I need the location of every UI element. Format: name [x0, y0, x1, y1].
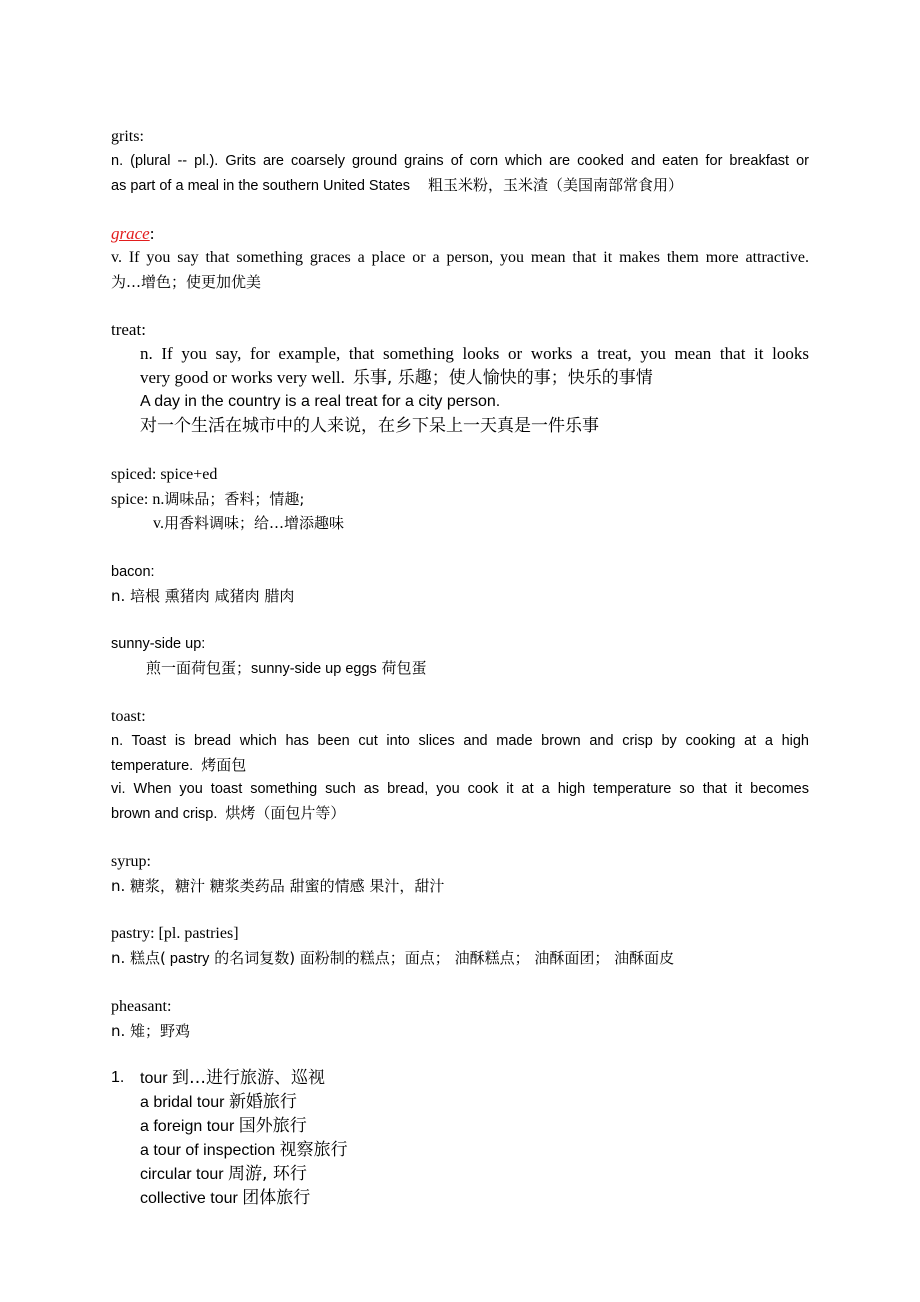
- tour-phrase-en: a foreign tour: [140, 1118, 239, 1135]
- toast-noun-line-2: [111, 753, 246, 778]
- grits-definition-line-1: n. (plural -- pl.). Grits are coarsely ground grains of corn which are cooked and eaten for breakfast or: [111, 153, 809, 169]
- treat-definition-line-2: [140, 366, 653, 391]
- bacon-definition: n. 培根 熏猪肉 咸猪肉 腊肉: [111, 587, 295, 605]
- entry-term-pheasant: pheasant:: [111, 998, 172, 1015]
- syrup-definition: n. 糖浆，糖汁 糖浆类药品 甜蜜的情感 果汁，甜汁: [111, 877, 445, 895]
- grits-definition-line-2: [111, 173, 683, 198]
- pastry-definition-zh-1: n. 糕点(: [111, 949, 166, 967]
- tour-phrase: [140, 1114, 307, 1139]
- tour-list-number: 1.: [111, 1069, 125, 1086]
- entry-term-toast: toast:: [111, 708, 146, 725]
- tour-phrase: [140, 1138, 348, 1163]
- treat-example-zh: 对一个生活在城市中的人来说，在乡下呆上一天真是一件乐事: [140, 416, 599, 436]
- tour-phrase-zh: 团体旅行: [242, 1188, 311, 1208]
- grace-term-highlight: grace: [111, 224, 150, 243]
- tour-phrase-zh: 国外旅行: [238, 1116, 307, 1136]
- spice-noun-zh: 调味品；香料；情趣;: [164, 490, 305, 508]
- entry-term-grace: [111, 222, 154, 246]
- entry-term-syrup: syrup:: [111, 853, 151, 870]
- entry-term-spiced: spiced: spice+ed: [111, 466, 218, 483]
- pastry-definition: [111, 946, 674, 971]
- sunny-definition-zh-2: 荷包蛋: [376, 659, 427, 677]
- tour-phrase-en: a tour of inspection: [140, 1142, 280, 1159]
- grace-definition-zh: 为…增色；使更加优美: [111, 273, 262, 291]
- spice-verb-line: [153, 511, 344, 536]
- tour-phrase-en: a bridal tour: [140, 1094, 229, 1111]
- sunny-side-up-definition: [146, 656, 427, 681]
- spice-noun-label: spice: n.: [111, 491, 165, 508]
- toast-verb-line-2: [111, 801, 345, 826]
- tour-phrase-en: collective tour: [140, 1190, 243, 1207]
- toast-noun-en: temperature.: [111, 758, 194, 774]
- toast-verb-en: brown and crisp.: [111, 806, 218, 822]
- tour-phrase: [140, 1090, 297, 1115]
- sunny-definition-zh-1: 煎一面荷包蛋；: [146, 659, 252, 677]
- entry-term-pastry: pastry: [pl. pastries]: [111, 925, 239, 942]
- entry-term-grits: grits:: [111, 128, 144, 145]
- spice-noun-line: [111, 487, 304, 512]
- tour-phrase-en: circular tour: [140, 1166, 229, 1183]
- toast-noun-zh: 烤面包: [201, 756, 247, 774]
- tour-phrase: [140, 1162, 307, 1187]
- pastry-definition-en: pastry: [165, 951, 210, 967]
- treat-definition-line-1: n. If you say, for example, that something looks or works a treat, you mean that it looks: [140, 344, 809, 363]
- spice-verb-label: v.: [153, 515, 164, 532]
- grits-definition-en: as part of a meal in the southern United States: [111, 178, 411, 194]
- pastry-definition-zh-2: 的名词复数) 面粉制的糕点；面点； 油酥糕点； 油酥面团； 油酥面皮: [209, 949, 675, 967]
- sunny-definition-en: sunny-side up eggs: [251, 661, 377, 677]
- entry-term-bacon: bacon:: [111, 564, 155, 580]
- treat-example-en: A day in the country is a real treat for a city person.: [140, 393, 501, 410]
- pheasant-definition: n. 雉；野鸡: [111, 1022, 191, 1040]
- tour-phrase: [140, 1186, 310, 1211]
- tour-heading-zh: 到…进行旅游、巡视: [172, 1068, 326, 1088]
- entry-term-treat: treat:: [111, 320, 146, 339]
- toast-verb-line-1: vi. When you toast something such as bread, you cook it at a high temperature so that it becomes: [111, 781, 809, 797]
- tour-phrase-zh: 周游, 环行: [228, 1164, 307, 1184]
- treat-definition-en: very good or works very well.: [140, 368, 345, 387]
- grace-definition-line-1: v. If you say that something graces a place or a person, you mean that it makes them more attractive.: [111, 249, 809, 266]
- treat-definition-zh: 乐事, 乐趣；使人愉快的事；快乐的事情: [352, 368, 653, 388]
- tour-heading-en: tour: [140, 1070, 173, 1087]
- tour-heading: [140, 1066, 325, 1091]
- grace-term-colon: :: [149, 224, 155, 243]
- entry-term-sunny-side-up: sunny-side up:: [111, 636, 206, 652]
- toast-noun-line-1: n. Toast is bread which has been cut into slices and made brown and crisp by cooking at a high: [111, 733, 809, 749]
- tour-phrase-zh: 视察旅行: [279, 1140, 348, 1160]
- grits-definition-zh: 粗玉米粉，玉米渣（美国南部常食用）: [428, 176, 684, 194]
- toast-verb-zh: 烘烤（面包片等）: [225, 804, 346, 822]
- spice-verb-zh: 用香料调味；给…增添趣味: [163, 514, 344, 532]
- tour-phrase-zh: 新婚旅行: [228, 1092, 297, 1112]
